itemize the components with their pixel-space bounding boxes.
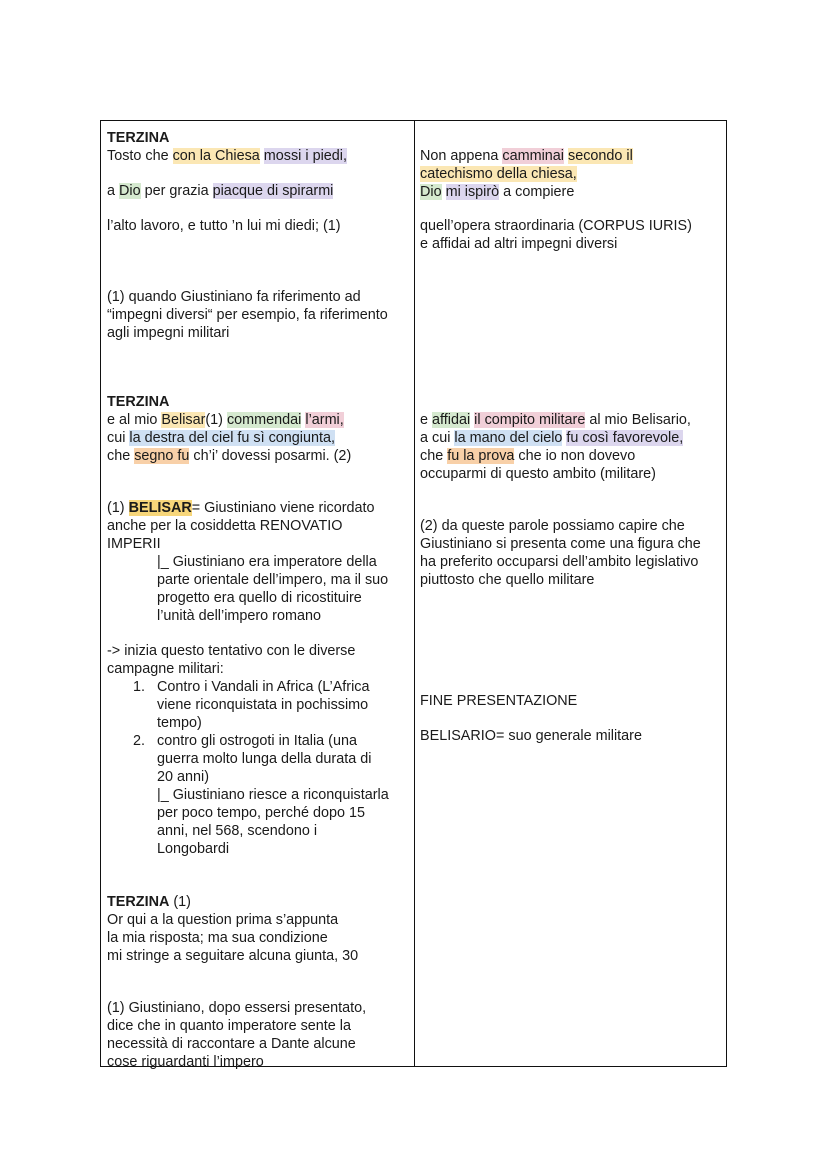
note-line: piuttosto che quello militare bbox=[420, 572, 595, 588]
verse-line bbox=[107, 429, 335, 447]
verse-line: mi stringe a seguitare alcuna giunta, 30 bbox=[107, 948, 359, 964]
paraphrase-text: al mio Belisario, bbox=[585, 412, 691, 428]
note-line: (1) quando Giustiniano fa riferimento ad bbox=[107, 289, 361, 305]
terzina-heading-suffix: (1) bbox=[169, 894, 191, 910]
list-item-line: |_ Giustiniano riesce a riconquistarla bbox=[157, 787, 389, 803]
highlight-green: Dio bbox=[420, 184, 442, 200]
paraphrase-text bbox=[442, 184, 446, 200]
verse-text: che bbox=[107, 448, 135, 464]
list-item-line: per poco tempo, perché dopo 15 bbox=[157, 805, 366, 821]
verse-line: la mia risposta; ma sua condizione bbox=[107, 930, 328, 946]
highlight-pink: il compito militare bbox=[474, 412, 586, 428]
list-item-line: anni, nel 568, scendono i bbox=[157, 823, 318, 839]
verse-line bbox=[107, 411, 344, 429]
note-line: (1) Giustiniano, dopo essersi presentato, bbox=[107, 1000, 367, 1016]
list-number: 2. bbox=[133, 733, 146, 749]
note-line bbox=[107, 499, 375, 517]
notes-table bbox=[100, 120, 727, 1070]
terzina-heading: TERZINA bbox=[107, 130, 170, 146]
terzina-heading bbox=[107, 893, 191, 911]
note-line: cose riguardanti l’impero bbox=[107, 1054, 264, 1070]
column-divider bbox=[414, 121, 415, 1066]
terzina-heading: TERZINA bbox=[107, 394, 170, 410]
highlight-orange: segno fu bbox=[134, 448, 190, 464]
note-text: (1) bbox=[107, 500, 129, 516]
note-line: IMPERII bbox=[107, 536, 161, 552]
paraphrase-line bbox=[420, 411, 691, 429]
subnote-line: parte orientale dell’impero, ma il suo bbox=[157, 572, 389, 588]
highlight-pink: camminai bbox=[502, 148, 564, 164]
highlight-yellow: con la Chiesa bbox=[172, 148, 260, 164]
highlight-purple: piacque di spirarmi bbox=[212, 183, 334, 199]
verse-text: a bbox=[107, 183, 120, 199]
paraphrase-text: Non appena bbox=[420, 148, 503, 164]
verse-line: l’alto lavoro, e tutto ’n lui mi diedi; (1) bbox=[107, 218, 341, 234]
paraphrase-text: a cui bbox=[420, 430, 455, 446]
subnote-line: progetto era quello di ricostituire bbox=[157, 590, 362, 606]
highlight-yellow: secondo il bbox=[568, 148, 633, 164]
highlight-purple: mi ispirò bbox=[445, 184, 500, 200]
verse-text: (1) bbox=[205, 412, 227, 428]
verse-line bbox=[107, 147, 347, 165]
paraphrase-line bbox=[420, 183, 574, 201]
list-item-line: guerra molto lunga della durata di bbox=[157, 751, 372, 767]
note-line: campagne militari: bbox=[107, 661, 224, 677]
list-item-line: Longobardi bbox=[157, 841, 230, 857]
list-item-line: tempo) bbox=[157, 715, 202, 731]
highlight-purple: fu così favorevole, bbox=[566, 430, 684, 446]
highlight-pink: l’armi, bbox=[305, 412, 344, 428]
paraphrase-text: a compiere bbox=[499, 184, 575, 200]
list-item-line: 20 anni) bbox=[157, 769, 210, 785]
note-line: anche per la cosiddetta RENOVATIO bbox=[107, 518, 343, 534]
highlight-orange: fu la prova bbox=[447, 448, 515, 464]
list-item-line: Contro i Vandali in Africa (L’Africa bbox=[157, 679, 370, 695]
paraphrase-line bbox=[420, 147, 633, 165]
list-number: 1. bbox=[133, 679, 146, 695]
verse-text: e al mio bbox=[107, 412, 162, 428]
highlight-yellow: Belisar bbox=[161, 412, 206, 428]
note-line: Giustiniano si presenta come una figura che bbox=[420, 536, 701, 552]
highlight-blue: la destra del ciel fu sì congiunta, bbox=[129, 430, 335, 446]
highlight-green: commendai bbox=[226, 412, 302, 428]
verse-line: Or qui a la question prima s’appunta bbox=[107, 912, 339, 928]
paraphrase-text: che io non dovevo bbox=[514, 448, 636, 464]
paraphrase-line: quell’opera straordinaria (CORPUS IURIS) bbox=[420, 218, 692, 234]
list-item-line: viene riconquistata in pochissimo bbox=[157, 697, 369, 713]
subnote-line: l’unità dell’impero romano bbox=[157, 608, 321, 624]
verse-text: Tosto che bbox=[107, 148, 173, 164]
highlight-yellow: catechismo della chiesa, bbox=[420, 166, 577, 182]
paraphrase-line: e affidai ad altri impegni diversi bbox=[420, 236, 618, 252]
paraphrase-line: occuparmi di questo ambito (militare) bbox=[420, 466, 656, 482]
note-line: ha preferito occuparsi dell’ambito legislativo bbox=[420, 554, 699, 570]
paraphrase-line bbox=[420, 429, 683, 447]
verse-line bbox=[107, 447, 351, 465]
list-item-line: contro gli ostrogoti in Italia (una bbox=[157, 733, 357, 749]
note-line: dice che in quanto imperatore sente la bbox=[107, 1018, 351, 1034]
note-line: “impegni diversi“ per esempio, fa riferimento bbox=[107, 307, 388, 323]
belisario-definition: BELISARIO= suo generale militare bbox=[420, 728, 642, 744]
highlight-green: affidai bbox=[432, 412, 471, 428]
terzina-heading-text: TERZINA bbox=[107, 894, 170, 910]
verse-text: per grazia bbox=[140, 183, 213, 199]
subnote-line: |_ Giustiniano era imperatore della bbox=[157, 554, 377, 570]
note-line: agli impegni militari bbox=[107, 325, 230, 341]
verse-text: ch’i’ dovessi posarmi. (2) bbox=[189, 448, 352, 464]
highlight-blue: la mano del cielo bbox=[454, 430, 563, 446]
note-line: (2) da queste parole possiamo capire che bbox=[420, 518, 685, 534]
note-text: = Giustiniano viene ricordato bbox=[191, 500, 375, 516]
paraphrase-text: e bbox=[420, 412, 433, 428]
highlight-belisar: BELISAR bbox=[128, 500, 192, 516]
verse-line bbox=[107, 182, 333, 200]
note-line: -> inizia questo tentativo con le diverse bbox=[107, 643, 356, 659]
end-presentation: FINE PRESENTAZIONE bbox=[420, 693, 578, 709]
paraphrase-line bbox=[420, 165, 577, 183]
verse-text: cui bbox=[107, 430, 130, 446]
note-line: necessità di raccontare a Dante alcune bbox=[107, 1036, 356, 1052]
paraphrase-text: che bbox=[420, 448, 448, 464]
highlight-green: Dio bbox=[119, 183, 141, 199]
highlight-purple: mossi i piedi, bbox=[263, 148, 347, 164]
paraphrase-line bbox=[420, 447, 635, 465]
